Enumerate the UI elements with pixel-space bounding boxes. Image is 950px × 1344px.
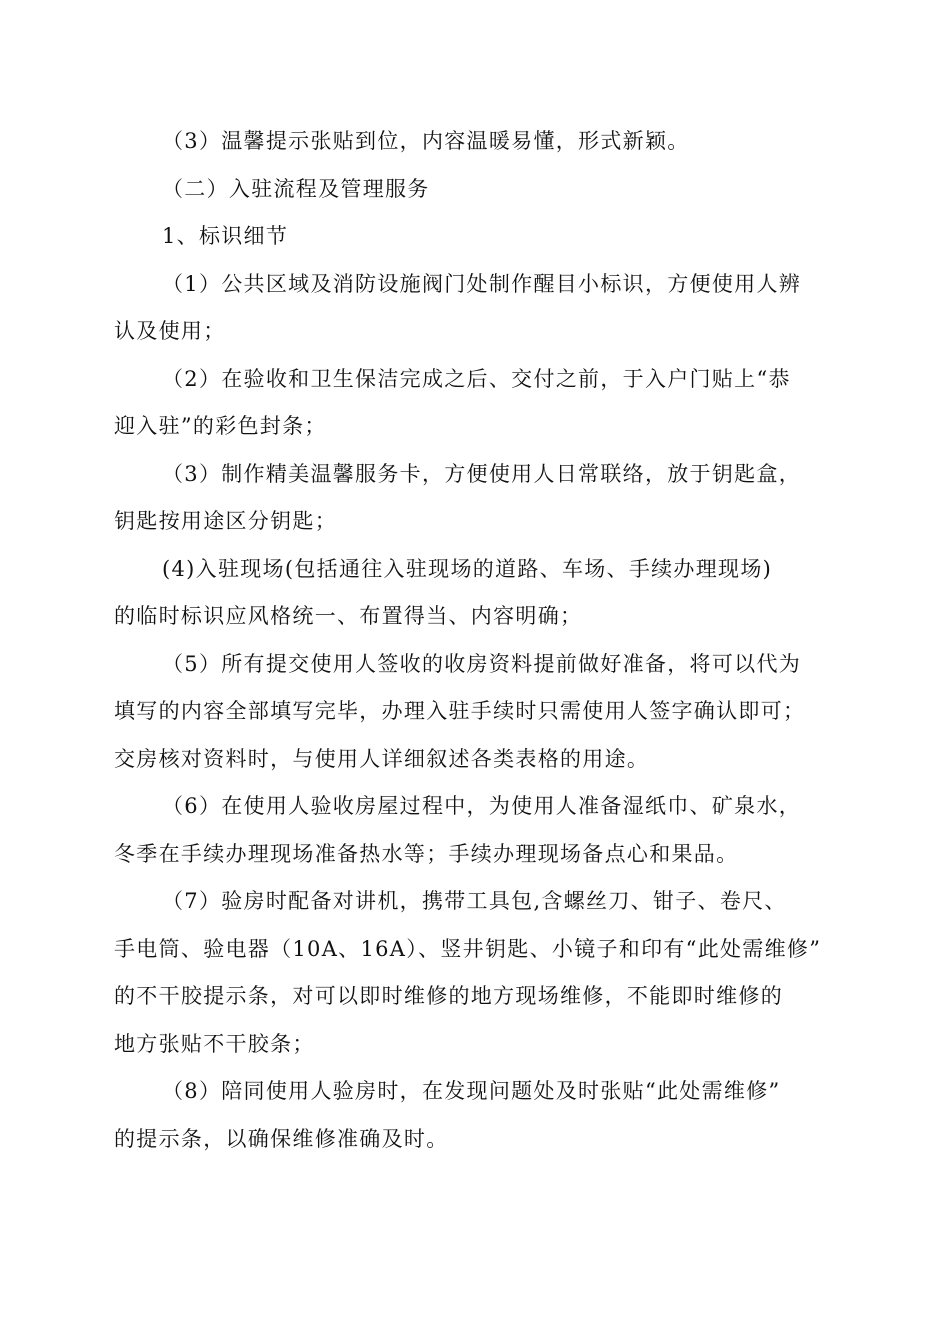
text-line: 冬季在手续办理现场准备热水等；手续办理现场备点心和果品。: [114, 841, 739, 866]
text-line: 1、标识细节: [162, 224, 289, 248]
text-line: （3）制作精美温馨服务卡，方便使用人日常联络，放于钥匙盒，: [162, 461, 802, 486]
text-line: 的提示条，以确保维修准确及时。: [114, 1126, 449, 1151]
text-line: 交房核对资料时，与使用人详细叙述各类表格的用途。: [114, 746, 650, 771]
paragraph-item-1: [114, 261, 838, 356]
text-line: 钥匙按用途区分钥匙；: [114, 509, 337, 533]
text-line: 填写的内容全部填写完毕，办理入驻手续时只需使用人签字确认即可；: [114, 699, 806, 723]
paragraph-item-3: [114, 451, 838, 546]
text-line: （1）公共区域及消防设施阀门处制作醒目小标识，方便使用人辨: [162, 271, 802, 296]
paragraph-item-6: [114, 783, 838, 878]
paragraph-tip-posting: [114, 118, 838, 166]
text-line: （5）所有提交使用人签收的收房资料提前做好准备，将可以代为: [162, 651, 802, 676]
text-line: （3）温馨提示张贴到位，内容温暖易懂，形式新颖。: [162, 129, 690, 153]
paragraph-item-7: [114, 878, 838, 1068]
text-line: （2）在验收和卫生保洁完成之后、交付之前，于入户门贴上“恭: [162, 366, 791, 391]
text-line: （6）在使用人验收房屋过程中，为使用人准备湿纸巾、矿泉水，: [162, 794, 802, 818]
text-line: 迎入驻”的彩色封条；: [114, 414, 327, 438]
text-line: 地方张贴不干胶条；: [114, 1031, 315, 1056]
section-heading-move-in-process: [114, 166, 838, 214]
text-line: (4)入驻现场(包括通往入驻现场的道路、车场、手续办理现场): [162, 556, 773, 581]
text-line: 的不干胶提示条，对可以即时维修的地方现场维修，不能即时维修的: [114, 984, 783, 1008]
text-line: （二）入驻流程及管理服务: [162, 176, 430, 201]
text-line: （7）验房时配备对讲机，携带工具包,含螺丝刀、钳子、卷尺、: [162, 889, 787, 913]
text-line: 的临时标识应风格统一、布置得当、内容明确；: [114, 604, 583, 628]
paragraph-item-8: [114, 1068, 838, 1163]
text-line: 手电筒、验电器（10A、16A）、竖井钥匙、小镜子和印有“此处需维修”: [114, 936, 822, 961]
paragraph-item-4: [114, 546, 838, 641]
text-line: （8）陪同使用人验房时，在发现问题处及时张贴“此处需维修”: [162, 1079, 781, 1103]
subsection-heading-signage-details: [114, 213, 838, 261]
text-line: 认及使用；: [114, 319, 226, 343]
paragraph-item-2: [114, 356, 838, 451]
paragraph-item-5: [114, 641, 838, 784]
